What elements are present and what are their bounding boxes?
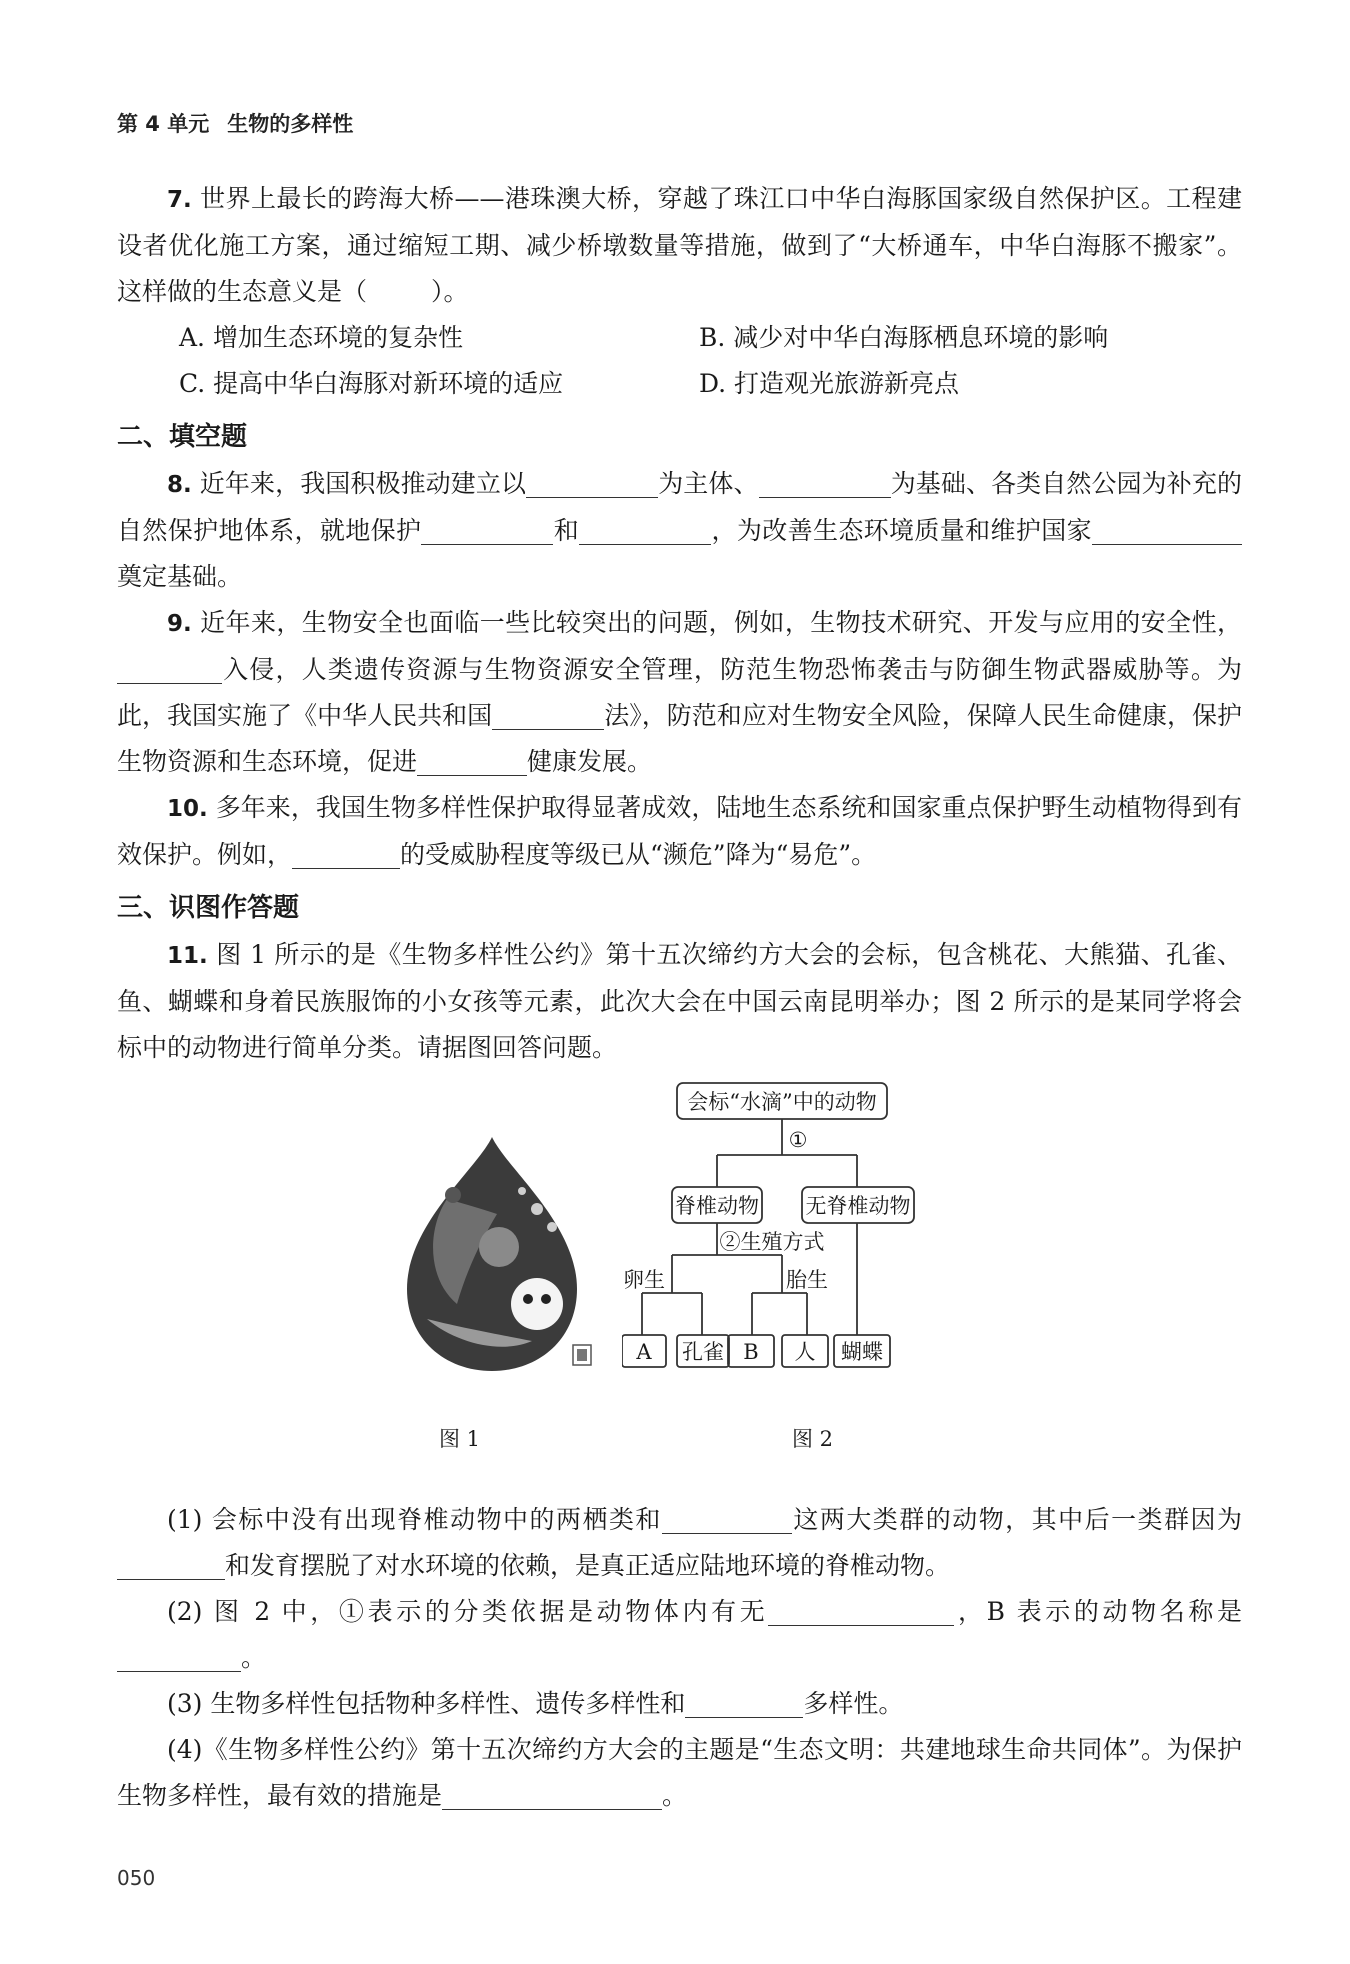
figures bbox=[117, 1077, 1242, 1497]
question-text: (3) 生物多样性包括物种多样性、遗传多样性和 bbox=[167, 1689, 686, 1718]
blank[interactable] bbox=[685, 1689, 803, 1718]
question-text: 为基础、各类自然公园为补充的自然保护地体系，就地保护 bbox=[117, 469, 1242, 545]
question-text: 的受威胁程度等级已从“濒危”降为“易危”。 bbox=[400, 840, 877, 869]
blank[interactable] bbox=[421, 516, 553, 545]
question-text: 世界上最长的跨海大桥——港珠澳大桥，穿越了珠江口中华白海豚国家级自然保护区。工程建设者优化施工方案，通过缩短工期、减少桥墩数量等措施，做到了“大桥通车，中华白海豚不搬家”。这样做的生态意义是（ bbox=[117, 184, 1242, 306]
question-text: 图 1 所示的是《生物多样性公约》第十五次缔约方大会的会标，包含桃花、大熊猫、孔雀、鱼、蝴蝶和身着民族服饰的小女孩等元素，此次大会在中国云南昆明举办；图 2 所示的是某同学将会标中的动物进行简单分类。请据图回答问题。 bbox=[117, 940, 1242, 1062]
criterion-2-label: ②生殖方式 bbox=[719, 1230, 825, 1254]
blank[interactable] bbox=[292, 840, 400, 869]
invertebrates-label: 无脊椎动物 bbox=[805, 1194, 911, 1218]
question-8 bbox=[117, 461, 1242, 600]
question-text: 和发育摆脱了对水环境的依赖，是真正适应陆地环境的脊椎动物。 bbox=[225, 1551, 951, 1580]
question-text: 入侵，人类遗传资源与生物资源安全管理，防范生物恐怖袭击与防御生物武器威胁等。为此，我国实施了《中华人民共和国 bbox=[117, 655, 1242, 730]
blank[interactable] bbox=[442, 1781, 662, 1810]
question-number: 9. bbox=[167, 611, 192, 637]
unit-title: 生物的多样性 bbox=[227, 112, 354, 136]
question-number: 10. bbox=[167, 796, 208, 822]
blank[interactable] bbox=[117, 655, 222, 684]
question-text: (4)《生物多样性公约》第十五次缔约方大会的主题是“生态文明：共建地球生命共同体”。为保护生物多样性，最有效的措施是 bbox=[117, 1735, 1242, 1810]
section-heading-fill-blank: 二、填空题 bbox=[117, 422, 248, 452]
oviparous-label: 卵生 bbox=[623, 1268, 665, 1292]
question-text: 。 bbox=[241, 1643, 267, 1672]
unit-label: 第 4 单元 bbox=[117, 112, 210, 136]
question-text: 近年来，我国积极推动建立以 bbox=[199, 469, 527, 498]
blank[interactable] bbox=[417, 747, 527, 776]
question-11-part-4 bbox=[117, 1727, 1242, 1819]
question-9 bbox=[117, 600, 1242, 785]
figure-2-caption: 图 2 bbox=[792, 1427, 834, 1451]
option-c[interactable]: C. 提高中华白海豚对新环境的适应 bbox=[179, 369, 564, 398]
question-text: 这两大类群的动物，其中后一类群因为 bbox=[791, 1505, 1242, 1534]
viviparous-label: 胎生 bbox=[786, 1268, 828, 1292]
leaf-peacock-label: 孔雀 bbox=[682, 1340, 724, 1364]
option-b[interactable]: B. 减少对中华白海豚栖息环境的影响 bbox=[699, 323, 1109, 352]
blank[interactable] bbox=[662, 1505, 792, 1534]
question-text: ，为改善生态环境质量和维护国家 bbox=[711, 516, 1092, 545]
question-text: 多年来，我国生物多样性保护取得显著成效，陆地生态系统和国家重点保护野生动植物得到有效保护。例如， bbox=[117, 793, 1242, 869]
blank[interactable] bbox=[1092, 516, 1242, 545]
question-7 bbox=[117, 176, 1242, 315]
question-text: 。 bbox=[662, 1781, 688, 1810]
question-text-end: ）。 bbox=[431, 277, 469, 306]
figure-1-caption: 图 1 bbox=[439, 1427, 481, 1451]
running-header bbox=[117, 108, 353, 138]
content bbox=[117, 176, 1242, 1819]
question-10 bbox=[117, 785, 1242, 878]
question-text: 健康发展。 bbox=[527, 747, 653, 776]
question-text: 和 bbox=[553, 516, 580, 545]
blank[interactable] bbox=[117, 1643, 241, 1672]
question-11-part-3 bbox=[117, 1681, 1242, 1727]
question-text: (2) 图 2 中，①表示的分类依据是动物体内有无 bbox=[167, 1597, 769, 1626]
option-d[interactable]: D. 打造观光旅游新亮点 bbox=[699, 369, 960, 398]
blank[interactable] bbox=[759, 469, 891, 498]
peacock-head bbox=[445, 1187, 461, 1203]
question-11-part-1 bbox=[117, 1497, 1242, 1589]
question-number: 11. bbox=[167, 943, 208, 969]
option-a[interactable]: A. 增加生态环境的复杂性 bbox=[179, 323, 463, 352]
blank[interactable] bbox=[768, 1597, 954, 1626]
blank[interactable] bbox=[492, 701, 604, 730]
question-number: 8. bbox=[167, 472, 192, 498]
question-text: 近年来，生物安全也面临一些比较突出的问题，例如，生物技术研究、开发与应用的安全性， bbox=[200, 608, 1242, 637]
blank[interactable] bbox=[117, 1551, 225, 1580]
question-text: (1) 会标中没有出现脊椎动物中的两栖类和 bbox=[167, 1505, 662, 1534]
question-text: 多样性。 bbox=[803, 1689, 904, 1718]
blank[interactable] bbox=[526, 469, 658, 498]
criterion-1-label: ① bbox=[788, 1128, 808, 1152]
question-text: ，B 表示的动物名称是 bbox=[954, 1597, 1242, 1626]
leaf-b-label: B bbox=[743, 1340, 759, 1364]
cop15-emblem-figure bbox=[387, 1129, 597, 1379]
leaf-butterfly-label: 蝴蝶 bbox=[841, 1340, 883, 1364]
vertebrates-label: 脊椎动物 bbox=[675, 1194, 759, 1218]
leaf-human-label: 人 bbox=[794, 1340, 816, 1364]
blank[interactable] bbox=[579, 516, 711, 545]
question-11 bbox=[117, 932, 1242, 1071]
girl-figure bbox=[479, 1227, 519, 1267]
question-text: 法》，防范和应对生物安全风险，保障人民生命健康，保护生物资源和生态环境，促进 bbox=[117, 701, 1242, 776]
panda-face bbox=[511, 1278, 563, 1330]
question-text: 为主体、 bbox=[658, 469, 759, 498]
leaf-a-label: A bbox=[636, 1340, 652, 1364]
question-number: 7. bbox=[167, 187, 192, 213]
question-text: 奠定基础。 bbox=[117, 562, 243, 591]
question-11-part-2 bbox=[117, 1589, 1242, 1681]
section-heading-figure-questions: 三、识图作答题 bbox=[117, 893, 300, 923]
question-7-options bbox=[117, 315, 1242, 407]
page-number: 050 bbox=[117, 1866, 156, 1890]
root-label: 会标“水滴”中的动物 bbox=[687, 1090, 877, 1114]
classification-diagram bbox=[622, 1077, 1142, 1387]
